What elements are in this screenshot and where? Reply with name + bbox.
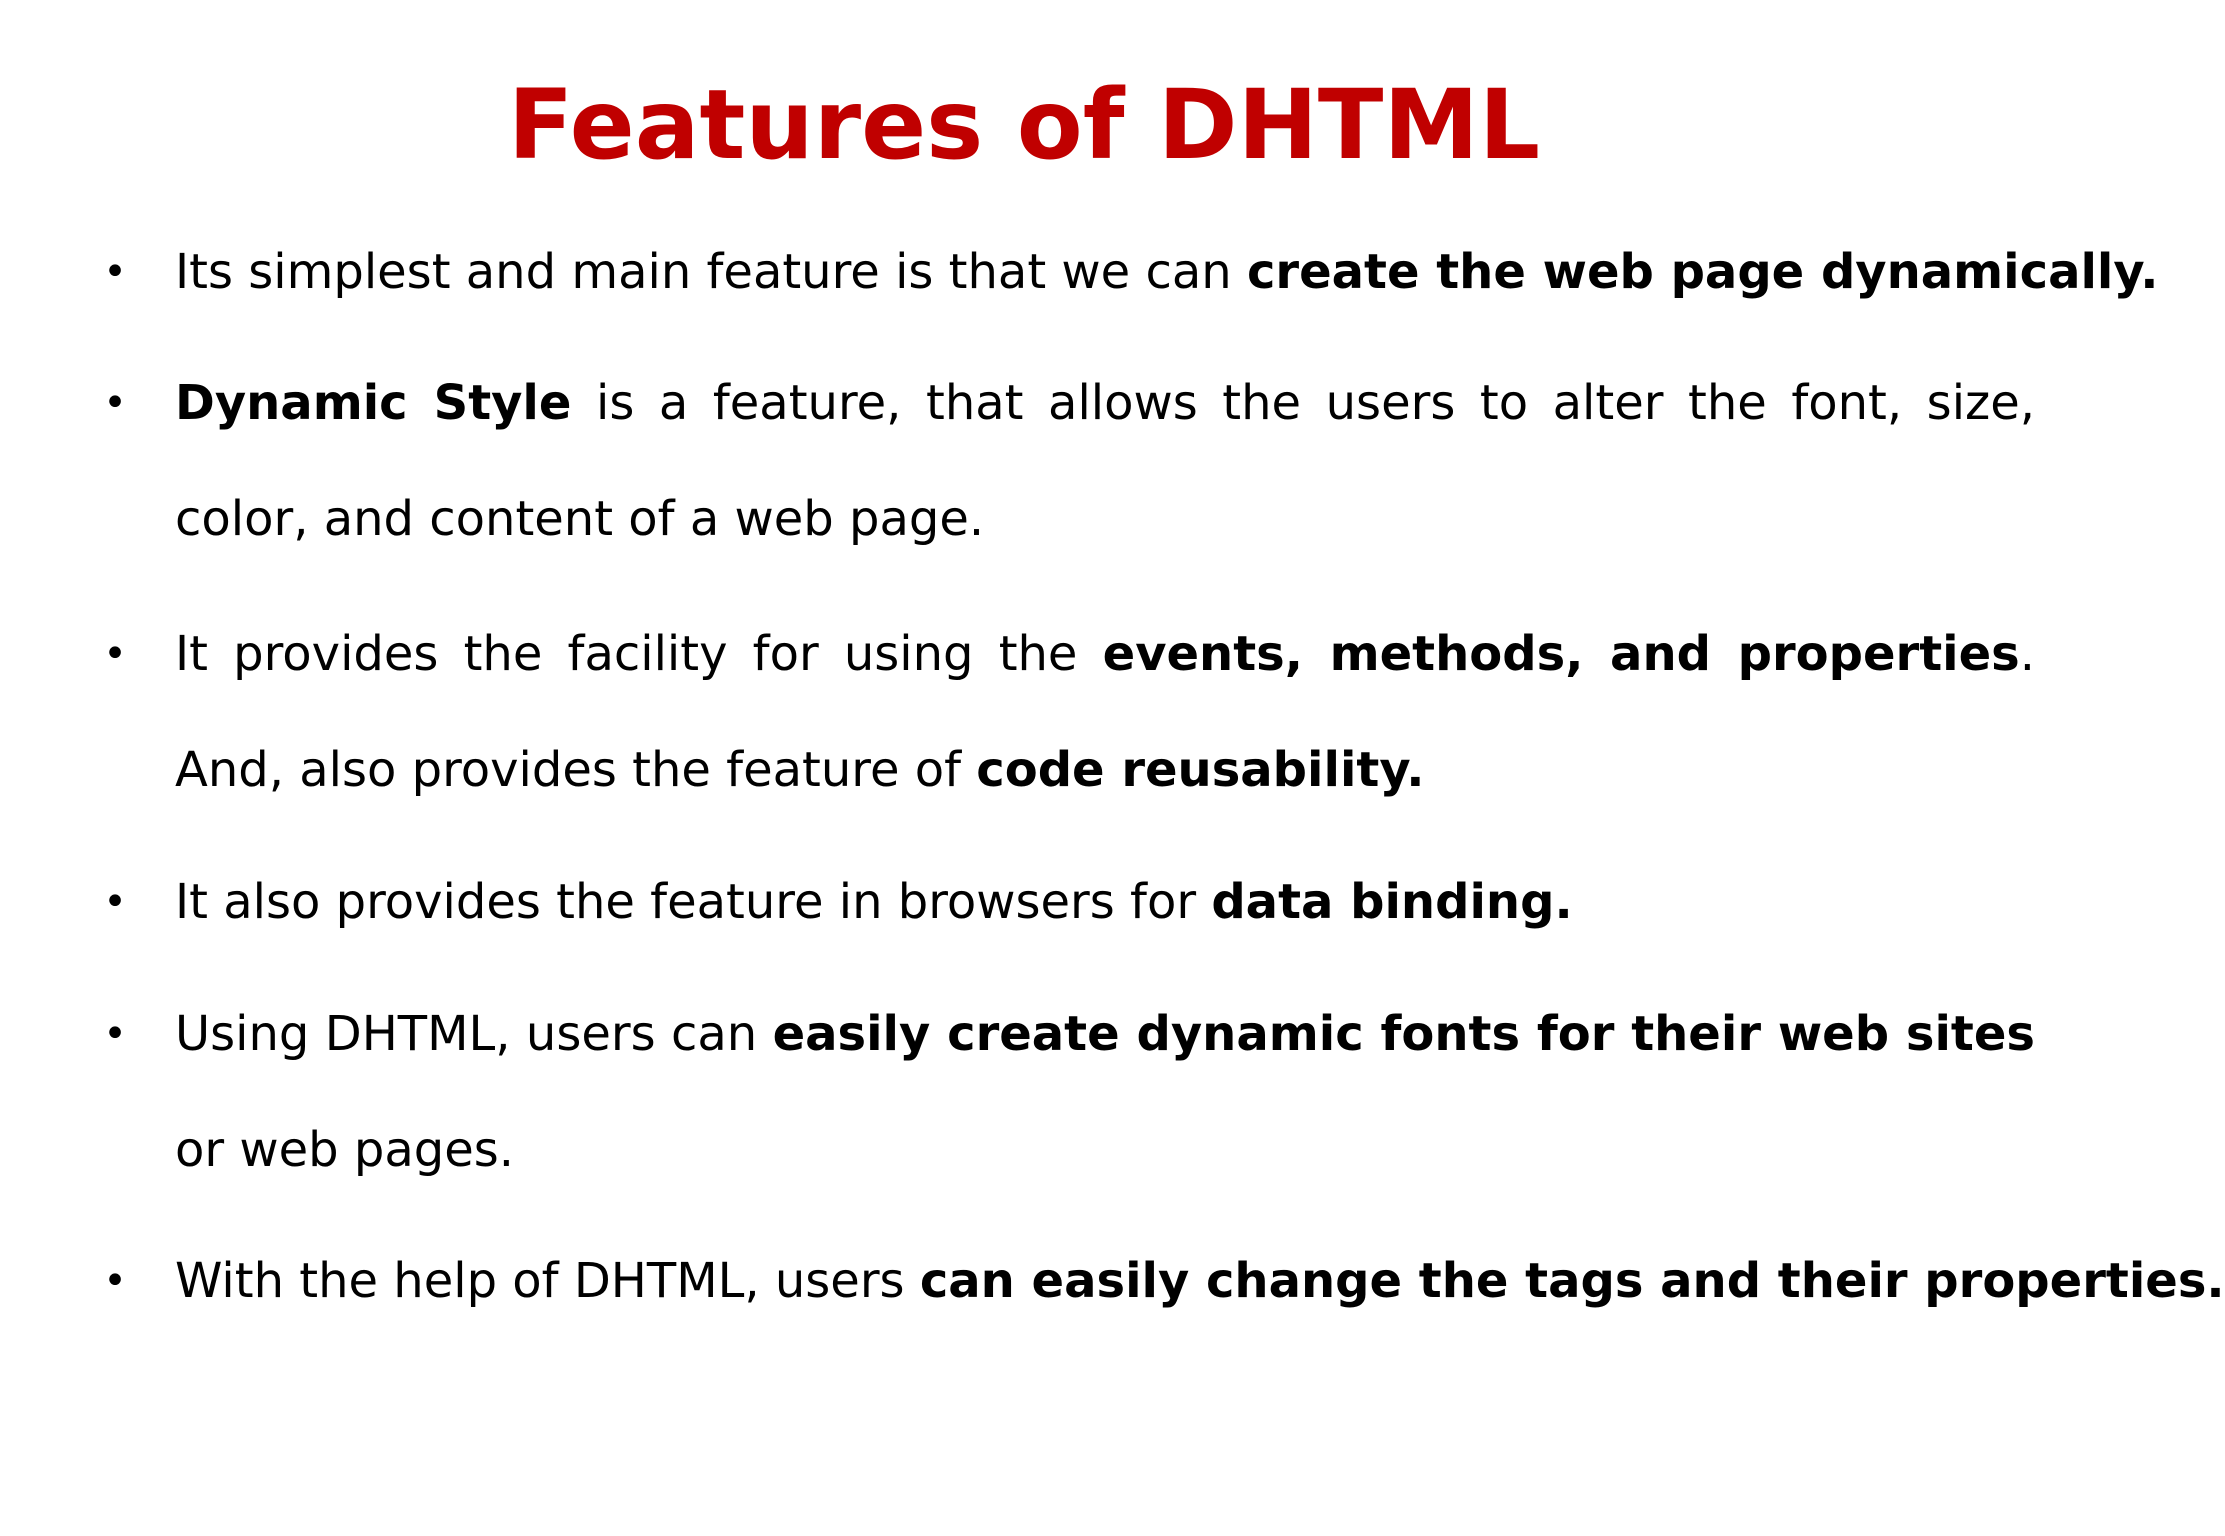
bullet-item <box>103 214 2159 330</box>
bullet-text-bold: can easily change the tags and their properties. <box>919 1253 2225 1309</box>
bullet-text: With the help of DHTML, users <box>175 1253 920 1309</box>
bullet-item <box>103 844 2035 960</box>
bullet-dot: • <box>103 249 127 295</box>
bullet-text: Using DHTML, users can <box>175 1006 773 1062</box>
bullet-text-bold: create the web page dynamically. <box>1246 244 2159 300</box>
bullet-text: Its simplest and main feature is that we can <box>175 244 1247 300</box>
bullet-text-bold: data binding. <box>1211 874 1573 930</box>
bullet-dot: • <box>103 631 127 677</box>
bullet-text: . And, also provides the feature of <box>175 626 2035 798</box>
bullet-dot: • <box>103 1258 127 1304</box>
bullet-dot: • <box>103 879 127 925</box>
bullet-text: It provides the facility for using the <box>175 626 1103 682</box>
bullet-text-bold: Dynamic Style <box>175 375 572 431</box>
bullet-text: is a feature, that allows the users to alter the font, size, color, and content of a web page. <box>175 375 2036 547</box>
bullet-text-bold: easily create dynamic fonts for their web sites <box>772 1006 2035 1062</box>
bullet-text-bold: events, methods, and properties <box>1102 626 2020 682</box>
bullet-item <box>103 345 2036 577</box>
bullet-item <box>103 976 2035 1208</box>
bullet-text: It also provides the feature in browsers for <box>175 874 1212 930</box>
bullet-text-bold: code reusability. <box>976 742 1425 798</box>
bullet-dot: • <box>103 1011 127 1057</box>
bullet-text: or web pages. <box>175 1122 515 1178</box>
bullet-item <box>103 596 2035 828</box>
bullet-dot: • <box>103 380 127 426</box>
slide-title: Features of DHTML <box>507 69 1541 181</box>
bullet-item <box>103 1223 2225 1339</box>
